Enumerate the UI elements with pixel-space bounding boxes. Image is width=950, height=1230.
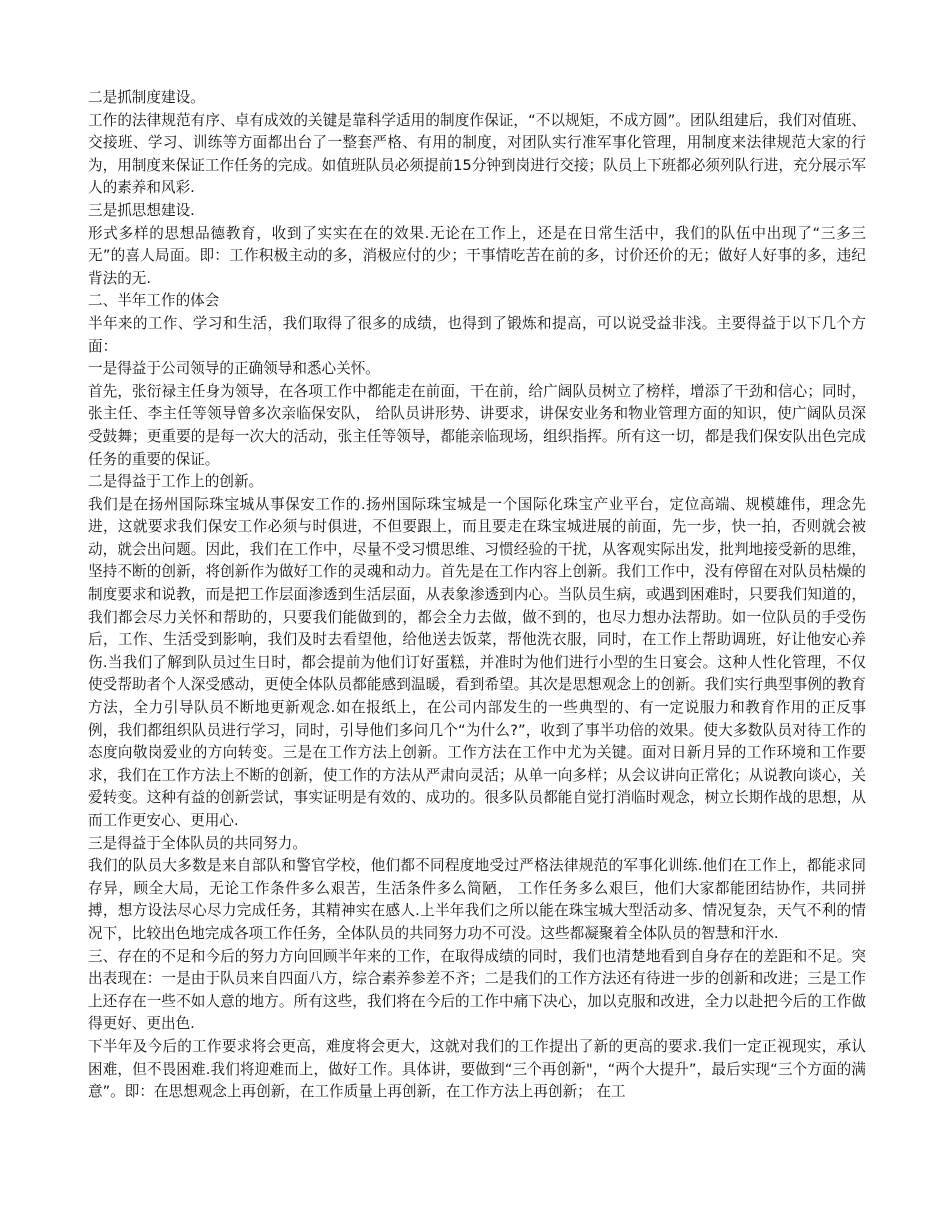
paragraph-innovation: 我们是在扬州国际珠宝城从事保安工作的.扬州国际珠宝城是一个国际化珠宝产业平台，定位高端、规模雄伟，理念先进，这就要求我们保安工作必须与时俱进，不但要跟上，而且要走在珠宝城进展的前面，先一步，快一拍，否则就会被动，就会出问题。因此，我们在工作中，尽量不受习惯思维、习惯经验的干扰，从客观实际出发，批判地接受新的思维，坚持不断的创新，将创新作为做好工作的灵魂和动力。首先是在工作内容上创新。我们工作中，没有停留在对队员枯燥的制度要求和说教，而是把工作层面渗透到生活层面，从表象渗透到内心。当队员生病，或遇到困难时，只要我们知道的，我们都会尽力关怀和帮助的，只要我们能做到的，都会全力去做，做不到的，也尽力想办法帮助。如一位队员的手受伤后，工作、生活受到影响，我们及时去看望他，给他送去饭菜，帮他洗衣服，同时，在工作上帮助调班，好让他安心养伤.当我们了解到队员过生日时，都会提前为他们订好蛋糕，并准时为他们进行小型的生日宴会。这种人性化管理，不仅使受帮助者个人深受感动，更使全体队员都能感到温暖，看到希望。其次是思想观念上的创新。我们实行典型事例的教育方法，全力引导队员不断地更新观念.如在报纸上，在公司内部发生的一些典型的、有一定说服力和教育作用的正反事例，我们都组织队员进行学习，同时，引导他们多问几个“为什么?”，收到了事半功倍的效果。使大多数队员对待工作的态度向敬岗爱业的方向转变。三是在工作方法上创新。工作方法在工作中尤为关键。面对日新月异的工作环境和工作要求，我们在工作方法上不断的创新，使工作的方法从严肃向灵活；从单一向多样；从会议讲向正常化；从说教向谈心，关爱转变。这种有益的创新尝试，事实证明是有效的、成功的。很多队员都能自觉打消临时观念，树立长期作战的思想，从而工作更安心、更用心. [88,495,866,829]
section-heading-system: 二是抓制度建设。 [88,89,205,106]
paragraph-half-year-summary: 半年来的工作、学习和生活，我们取得了很多的成绩，也得到了锻炼和提高，可以说受益非浅。主要得益于以下几个方面： [88,314,866,355]
paragraph-ideology-building: 形式多样的思想品德教育，收到了实实在在的效果.无论在工作上，还是在日常生活中，我们的队伍中出现了“三多三无”的喜人局面。即：工作积极主动的多，消极应付的少；干事情吃苦在前的多，讨价还价的无；做好人好事的多，违纪背法的无. [88,224,866,287]
paragraph-leadership: 首先，张衍禄主任身为领导，在各项工作中都能走在前面，干在前，给广阔队员树立了榜样，增添了干劲和信心；同时，张主任、李主任等领导曾多次亲临保安队， 给队员讲形势、讲要求，讲保安业务和物业管理方面的知识，使广阔队员深受鼓舞；更重要的是每一次大的活动，张主任等领导，都能亲临现场，组织指挥。所有这一切，都是我们保安队出色完成任务的重要的保证。 [88,382,866,468]
document-body [88,87,866,1104]
paragraph-future-requirements: 下半年及今后的工作要求将会更高，难度将会更大，这就对我们的工作提出了新的更高的要求.我们一定正视现实，承认困难，但不畏困难.我们将迎难而上，做好工作。具体讲，要做到“三个再创新"，“两个大提升”，最后实现“三个方面的满意”。即：在思想观念上再创新，在工作质量上再创新，在工作方法上再创新； 在工 [88,1037,866,1101]
section-heading-ideology: 三是抓思想建设. [88,201,195,219]
section-heading-innovation: 二是得益于工作上的创新。 [88,473,264,491]
section-heading-half-year-experience: 二、半年工作的体会 [88,292,220,310]
section-heading-leadership: 一是得益于公司领导的正确领导和悉心关怀。 [88,360,380,378]
paragraph-team-effort: 我们的队员大多数是来自部队和警官学校，他们都不同程度地受过严格法律规范的军事化训练.他们在工作上，都能求同存异，顾全大局，无论工作条件多么艰苦，生活条件多么简陋， 工作任务多么艰巨，他们大家都能团结协作，共同拼搏，想方设法尽心尽力完成任务，其精神实在感人.上半年我们之所以能在珠宝城大型活动多、情况复杂，天气不利的情况下，比较出色地完成各项工作任务，全体队员的共同努力功不可没。这些都凝聚着全体队员的智慧和汗水. [88,857,866,942]
paragraph-shortcomings: 三、存在的不足和今后的努力方向回顾半年来的工作，在取得成绩的同时，我们也清楚地看到自身存在的差距和不足。突出表现在：一是由于队员来自四面八方，综合素养参差不齐；二是我们的工作方法还有待进一步的创新和改进；三是工作上还存在一些不如人意的地方。所有这些，我们将在今后的工作中痛下决心，加以克服和改进，全力以赴把今后的工作做得更好、更出色. [88,947,866,1033]
section-heading-team-effort: 三是得益于全体队员的共同努力。 [88,834,307,852]
paragraph-system-building: 工作的法律规范有序、卓有成效的关键是靠科学适用的制度作保证，“不以规矩，不成方圆”。团队组建后，我们对值班、交接班、学习、训练等方面都出台了一整套严格、有用的制度，对团队实行准军事化管理，用制度来法律规范大家的行为，用制度来保证工作任务的完成。如值班队员必须提前15分钟到岗进行交接；队员上下班都必须列队行进，充分展示军人的素养和风彩. [88,111,866,197]
